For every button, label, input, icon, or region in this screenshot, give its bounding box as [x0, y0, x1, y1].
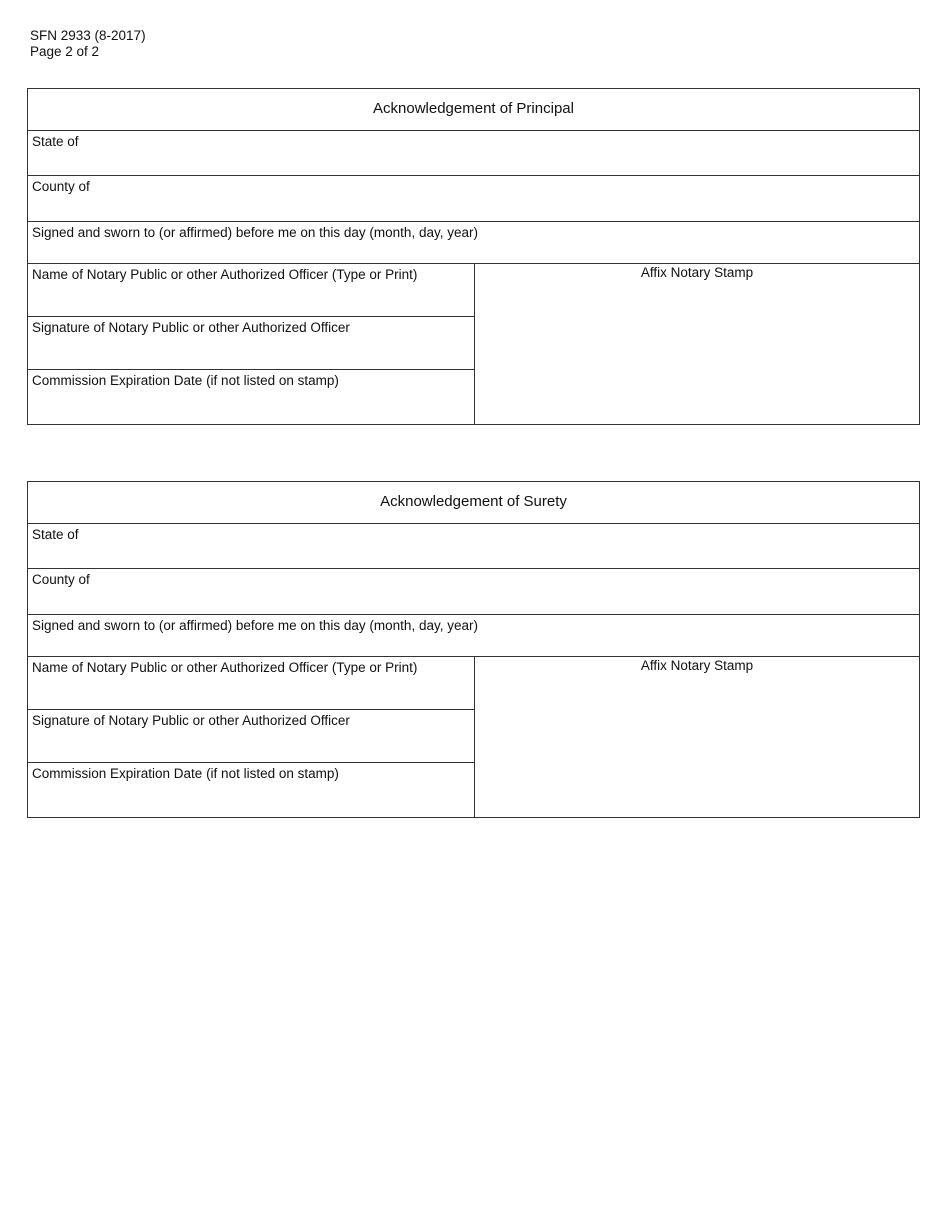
- surety-notary-area: [28, 657, 919, 817]
- principal-signed-date-label: Signed and sworn to (or affirmed) before me on this day (month, day, year): [32, 225, 478, 240]
- surety-notary-name-field[interactable]: [28, 657, 474, 710]
- surety-notary-fields: [28, 657, 475, 817]
- page-number: Page 2 of 2: [30, 44, 100, 59]
- surety-stamp-label: Affix Notary Stamp: [640, 658, 754, 673]
- principal-notary-name-label: Name of Notary Public or other Authorized Officer (Type or Print): [32, 267, 418, 282]
- principal-section-title: Acknowledgement of Principal: [28, 89, 919, 131]
- principal-commission-date-field[interactable]: [28, 370, 474, 424]
- principal-notary-signature-label: Signature of Notary Public or other Authorized Officer: [32, 320, 350, 335]
- principal-state-label: State of: [32, 134, 79, 149]
- principal-acknowledgement-section: [27, 88, 920, 425]
- principal-signed-date-field[interactable]: [28, 222, 919, 264]
- form-header: [30, 28, 146, 60]
- surety-signed-date-field[interactable]: [28, 615, 919, 657]
- principal-county-field[interactable]: [28, 176, 919, 222]
- surety-signed-date-label: Signed and sworn to (or affirmed) before me on this day (month, day, year): [32, 618, 478, 633]
- principal-stamp-label: Affix Notary Stamp: [640, 265, 754, 280]
- principal-commission-date-label: Commission Expiration Date (if not listed on stamp): [32, 373, 339, 388]
- principal-notary-name-field[interactable]: [28, 264, 474, 317]
- principal-notary-signature-field[interactable]: [28, 317, 474, 370]
- surety-acknowledgement-section: [27, 481, 920, 818]
- surety-notary-stamp-area: [475, 657, 919, 817]
- surety-notary-name-label: Name of Notary Public or other Authorized Officer (Type or Print): [32, 660, 418, 675]
- surety-notary-signature-label: Signature of Notary Public or other Authorized Officer: [32, 713, 350, 728]
- principal-state-field[interactable]: [28, 131, 919, 176]
- principal-notary-stamp-area: [475, 264, 919, 424]
- form-number: SFN 2933 (8-2017): [30, 28, 146, 43]
- principal-notary-fields: [28, 264, 475, 424]
- surety-notary-signature-field[interactable]: [28, 710, 474, 763]
- surety-commission-date-field[interactable]: [28, 763, 474, 817]
- surety-commission-date-label: Commission Expiration Date (if not listed on stamp): [32, 766, 339, 781]
- surety-state-label: State of: [32, 527, 79, 542]
- principal-notary-area: [28, 264, 919, 424]
- surety-state-field[interactable]: [28, 524, 919, 569]
- surety-county-label: County of: [32, 572, 90, 587]
- surety-county-field[interactable]: [28, 569, 919, 615]
- surety-section-title: Acknowledgement of Surety: [28, 482, 919, 524]
- principal-county-label: County of: [32, 179, 90, 194]
